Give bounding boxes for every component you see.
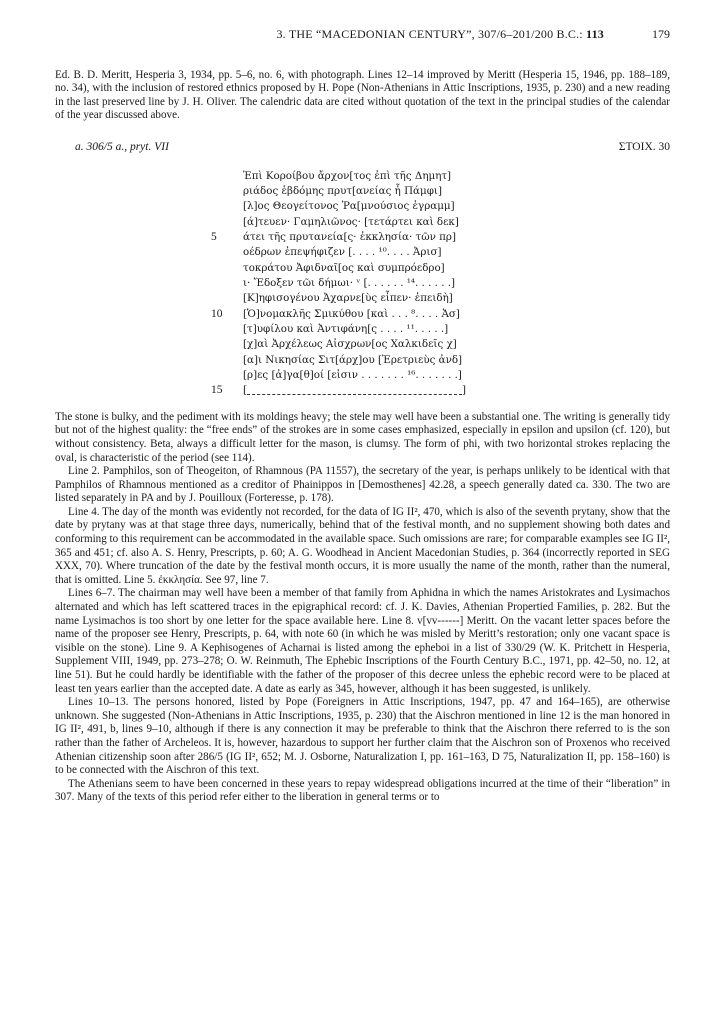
line-text: ριάδος ἑβδόμης πρυτ[ανείας ἧ Πάμφι] bbox=[243, 184, 442, 197]
inscription-line bbox=[211, 383, 670, 398]
stoichedon-count: ΣΤΟΙΧ. 30 bbox=[618, 140, 670, 153]
inscription-line bbox=[243, 322, 670, 337]
line-text: [λ]ος Θεογείτονος Ῥα[μνούσιος ἐγραμμ] bbox=[243, 200, 455, 213]
commentary-paragraph: Line 2. Pamphilos, son of Theogeiton, of Rhamnous (PA 11557), the secretary of the year, is perhaps unlikely to be identical with that Pamphilos of Rhamnous mentioned as a creditor of Phainippos in [Demosthenes] 42.28, a speech generally dated ca. 330. The two are listed separately in PA and by J. Pouilloux (Forteresse, p. 178). bbox=[55, 465, 670, 505]
inscription-line bbox=[243, 169, 670, 184]
line-text: ι· Ἔδοξεν τῶι δήμωι· ᵛ [. . . . . . ¹⁴. . . . . .] bbox=[243, 276, 456, 289]
commentary-paragraph: The stone is bulky, and the pediment with its moldings heavy; the stele may well have been a substantial one. The writing is generally tidy but not of the highest quality: the “free ends” of the strokes are in some cases emphasized, especially in epsilon and upsilon (cf. 120), but without consistency. Beta, always a difficult letter for the mason, is clumsy. The form of phi, with two horizontal strokes replacing the oval, is characteristic of the period (see 114). bbox=[55, 410, 670, 464]
inscription-line bbox=[211, 307, 670, 322]
date-prytany: a. 306/5 a., pryt. VII bbox=[75, 140, 169, 153]
commentary-paragraph: Lines 6–7. The chairman may well have been a member of that family from Aphidna in which the names Aristokrates and Lysimachos alternated and which has left scattered traces in the epigraphical record: cf. J. K. Davies, Athenian Propertied Families, p. 282. But the name Lysimachos is too short by one letter for the space available here. Line 8. v[vv------] Meritt. On the vacant letter spaces before the name of the proposer see Henry, Prescripts, p. 64, with note 60 (in which he was misled by Meritt’s restoration; only one vacant space is visible on the stone). Line 9. A Kephisogenes of Acharnai is listed among the epheboi in a list of 330/29 (W. K. Pritchett in Hesperia, Supplement VIII, 1949, pp. 273–278; O. W. Reinmuth, The Ephebic Inscriptions of the Fourth Century B.C., 1971, pp. 42–50, no. 12, at line 51). But he could hardly be identifiable with the father of the proposer of this decree unless the ephebic record were to be placed at least ten years earlier than the accepted date. A date as early as 345, however, although it has been suggested, is unlikely. bbox=[55, 587, 670, 695]
line-text: οέδρων ἐπεψήφιζεν [. . . . ¹⁰. . . . Ἀρισ] bbox=[243, 246, 442, 259]
line-number: 10 bbox=[211, 307, 223, 320]
line-text: [τ]υφίλου καὶ Ἀντιφάνη[ς . . . . ¹¹. . . . .] bbox=[243, 323, 449, 335]
line-text: [ά]τευεν· Γαμηλιῶνος· [τετάρτει καὶ δεκ] bbox=[243, 215, 459, 228]
running-head-text: 3. THE “MACEDONIAN CENTURY”, 307/6–201/200 B.C.: bbox=[276, 27, 583, 41]
line-text: [χ]αὶ Ἀρχέλεως Αἰσχρων[ος Χαλκιδεῖς χ] bbox=[243, 338, 457, 351]
line-number: 5 bbox=[211, 230, 217, 243]
line-text: [α]ι Νικησίας Σιτ[άρχ]ου [Ἐρετριεὺς ἀνδ] bbox=[243, 353, 463, 366]
line-text: [ρ]ες [ἀ]γα[θ]οί [εἰσιν . . . . . . . ¹⁶. . . . . . .] bbox=[243, 369, 462, 382]
page-number: 179 bbox=[652, 27, 670, 41]
inscription-line bbox=[211, 230, 670, 245]
inscription-text bbox=[211, 169, 670, 399]
commentary-paragraph: Lines 10–13. The persons honored, listed by Pope (Foreigners in Attic Inscriptions, 1947, pp. 47 and 164–165), are otherwise unknown. She suggested (Non-Athenians in Attic Inscriptions, 1935, p. 230) that the Aischron mentioned in line 12 is the man honored in IG II², 491, b, lines 9–10, although if there is any connection it may be preferable to think that the Aischron there referred to is the son rather than the father of Archeleos. It is, however, hazardous to support her further claim that the Aischron son of Proxenos who received Athenian citizenship soon after 286/5 (IG II², 652; M. J. Osborne, Naturalization I, pp. 161–163, D 75, Naturalization II, pp. 158–160) is to be connected with the Aischron of this text. bbox=[55, 696, 670, 777]
inscription-line bbox=[243, 368, 670, 383]
inscription-line bbox=[243, 245, 670, 260]
commentary bbox=[55, 411, 670, 805]
line-text: Ἐπὶ Κοροίβου ἄρχον[τος ἐπὶ τῆς Δημητ] bbox=[243, 169, 452, 182]
inscription-line bbox=[243, 337, 670, 352]
line-text: [Ὁ]νομακλῆς Σμικύθου [καὶ . . . ⁸. . . . Ἀσ] bbox=[243, 307, 460, 320]
inscription-line bbox=[243, 199, 670, 214]
inscription-line bbox=[243, 276, 670, 291]
line-number: 15 bbox=[211, 384, 223, 397]
inscription-line bbox=[243, 291, 670, 306]
line-text: [Κ]ηφισογένου Ἀχαρνε[ὺς εἶπεν· ἐπειδὴ] bbox=[243, 292, 453, 305]
inscription-number: 113 bbox=[586, 27, 604, 41]
line-text: [ ] bbox=[243, 384, 467, 397]
commentary-paragraph: The Athenians seem to have been concerned in these years to repay widespread obligations incurred at the time of their “liberation” in 307. Many of the texts of this period refer either to the liberation in general terms or to bbox=[55, 777, 670, 804]
page-header bbox=[55, 28, 670, 42]
inscription-line bbox=[243, 184, 670, 199]
inscription-meta bbox=[55, 141, 670, 155]
edition-note: Ed. B. D. Meritt, Hesperia 3, 1934, pp. 5–6, no. 6, with photograph. Lines 12–14 improved by Meritt (Hesperia 15, 1946, pp. 188–189, no. 34), with the inclusion of restored ethnics proposed by H. Pope (Non-Athenians in Attic Inscriptions, 1935, p. 230) and a new reading in the last preserved line by J. H. Oliver. The calendric data are cited without quotation of the text in the principal studies of the calendar of the year discussed above. bbox=[55, 68, 670, 122]
running-head bbox=[276, 28, 604, 42]
inscription-line bbox=[243, 261, 670, 276]
line-text: τοκράτου Ἀφιδναῖ[ος καὶ συμπρόεδρο] bbox=[243, 261, 445, 274]
inscription-line bbox=[243, 353, 670, 368]
inscription-line bbox=[243, 215, 670, 230]
line-text: άτει τῆς πρυτανεία[ς· ἐκκλησία· τῶν πρ] bbox=[243, 230, 456, 243]
commentary-paragraph: Line 4. The day of the month was evidently not recorded, for the data of IG II², 470, which is also of the seventh prytany, show that the date by prytany was at that stage three days, numerically, behind that of the festival month, and no supplement showing both dates and conforming to this requirement can be accommodated in the available space. Such omissions are rare; for comparable examples see IG II², 365 and 451; cf. also A. S. Henry, Prescripts, p. 60; A. G. Woodhead in Ancient Macedonian Studies, p. 364 (incorrectly reported in SEG XXX, 70). Where truncation of the date by the festival month occurs, it is more usually the name of the month, rather than the numeral, that is omitted. Line 5. ἐκκλησία. See 97, line 7. bbox=[55, 505, 670, 586]
